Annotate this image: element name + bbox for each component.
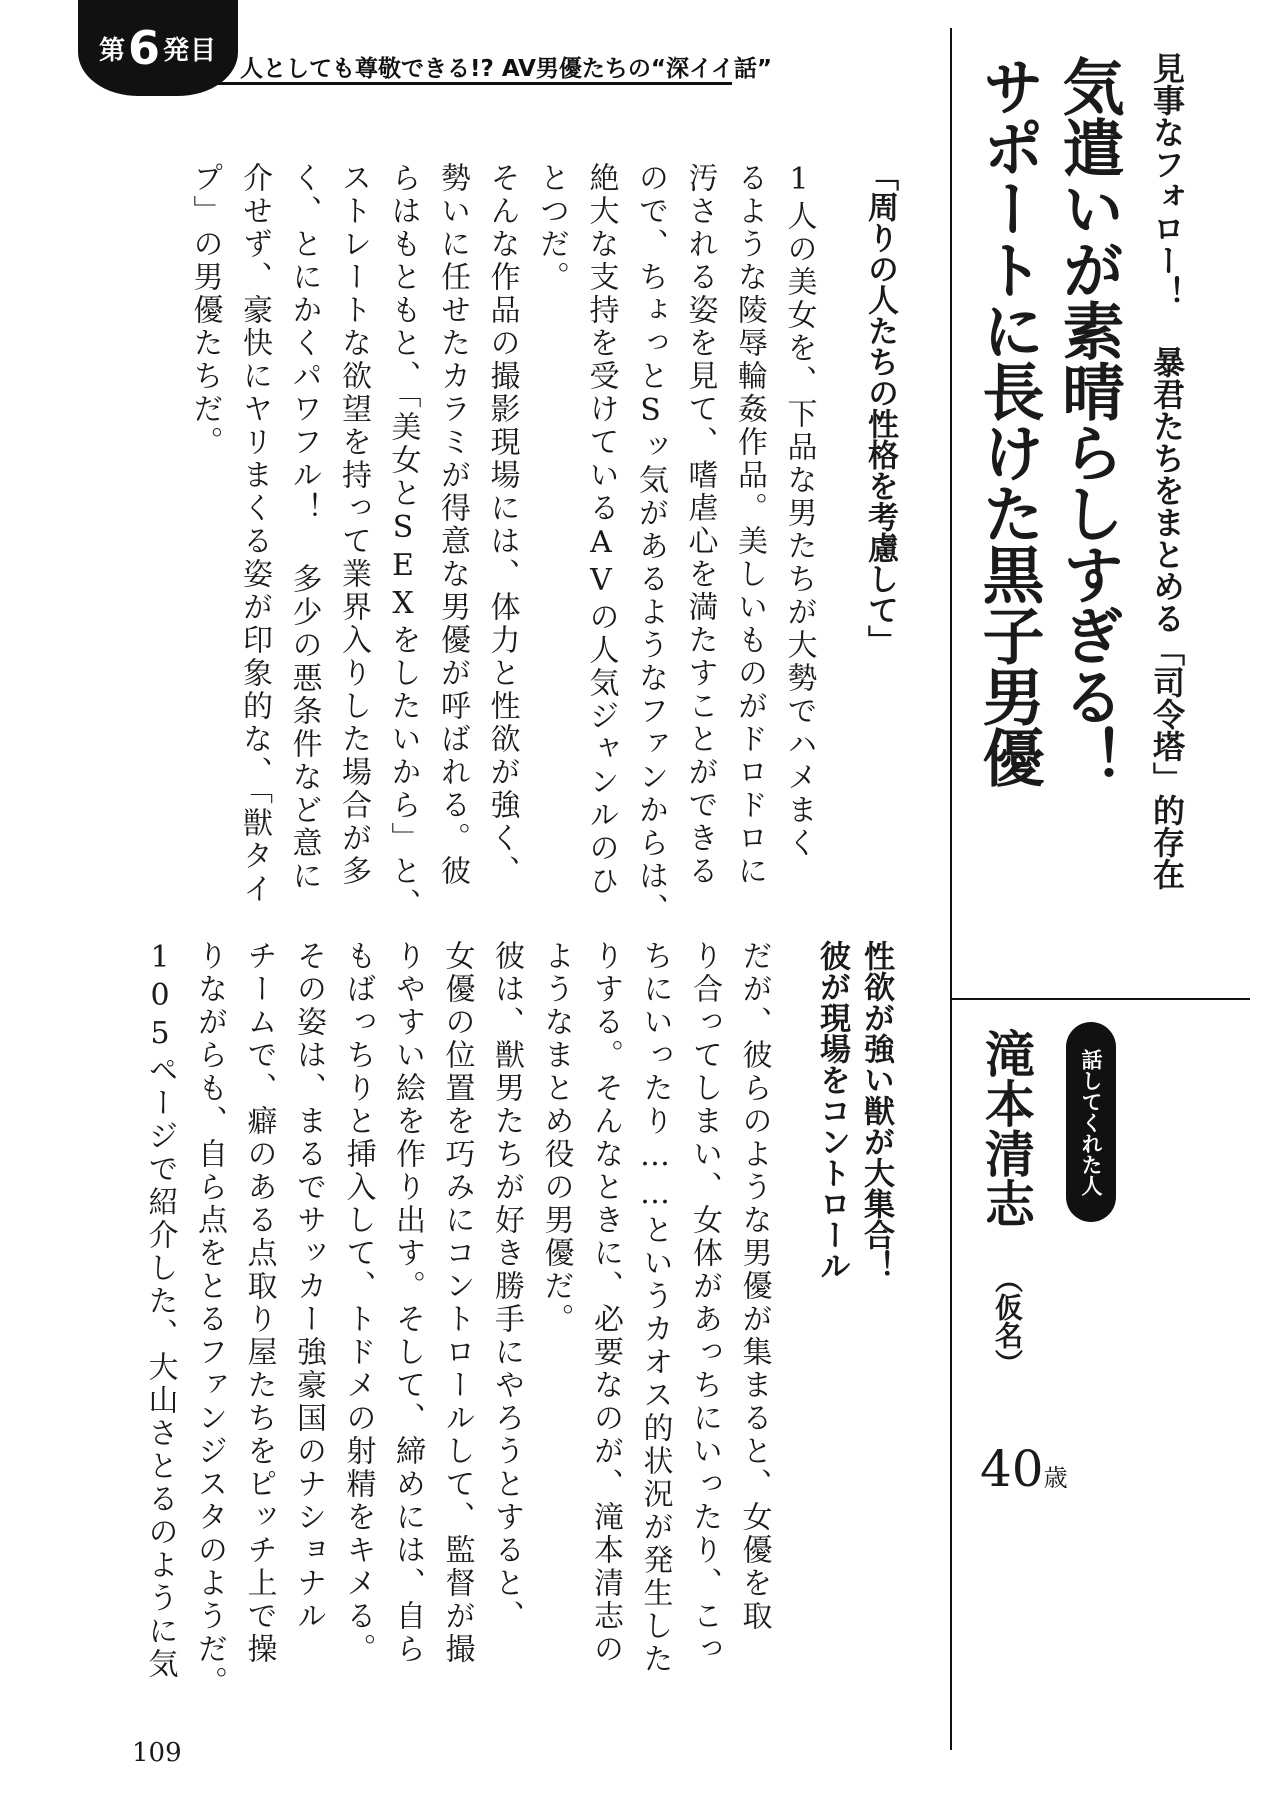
text-line: り合ってしまい、女体があっちにいったり、こっ — [687, 940, 722, 1666]
text-line: 介せず、豪快にヤリまくる姿が印象的な、「獣タイ — [237, 162, 272, 906]
text-line: 女優の位置を巧みにコントロールして、監督が撮 — [439, 940, 475, 1666]
text-line: りながらも、自ら点をとるファンジスタのようだ。 — [192, 940, 227, 1699]
speaker-label: 話してくれた人 — [1066, 1022, 1116, 1222]
section-heading — [810, 940, 898, 1281]
section-heading: 「周りの人たちの性格を考慮して」 — [862, 160, 898, 656]
text-line: 汚される姿を見て、嗜虐心を満たすことができる — [682, 162, 718, 888]
text-line: りする。そんなときに、必要なのが、滝本清志の — [588, 940, 623, 1666]
text-line: ので、ちょっとSッ気があるようなファンからは、 — [633, 162, 668, 926]
text-line: もばっちりと挿入して、トドメの射精をキメる。 — [340, 940, 376, 1666]
text-line: らはもともと、「美女とSEXをしたいから」と、 — [385, 162, 421, 921]
text-line: とつだ。 — [534, 162, 569, 294]
page-number: 109 — [132, 1738, 182, 1768]
text-line: るような陵辱輪姦作品。美しいものがドロドロに — [732, 162, 767, 888]
text-line: 絶大な支持を受けているAVの人気ジャンルのひ — [583, 162, 619, 898]
badge-suffix: 発目 — [163, 35, 218, 66]
chapter-subtitle: 人としても尊敬できる!? AV男優たちの“深イイ話” — [240, 56, 772, 82]
text-line: りやすい絵を作り出す。そして、締めには、自ら — [390, 940, 425, 1666]
text-line: チームで、癖のある点取り屋たちをピッチ上で操 — [241, 940, 277, 1666]
text-line: プ」の男優たちだ。 — [187, 162, 223, 459]
age-value: 40 — [980, 1440, 1044, 1498]
heading-line: 性欲が強い獣が大集合！ — [858, 940, 894, 1281]
badge-number: 6 — [127, 21, 161, 75]
text-line: 1人の美女を、下品な男たちが大勢でハメまく — [781, 162, 817, 860]
speaker-alias: （仮名） — [991, 1265, 1024, 1377]
title-line: サポートに長けた黒子男優 — [972, 55, 1045, 787]
speaker-age — [980, 1440, 1068, 1498]
text-line: 105ページで紹介した、大山さとるのように気 — [142, 940, 178, 1681]
body-text-top — [180, 162, 824, 926]
age-unit: 歳 — [1043, 1464, 1068, 1492]
text-line: ちにいったり……というカオス的状況が発生した — [637, 940, 673, 1676]
badge-prefix: 第 — [98, 35, 126, 66]
title-line: 気遣いが素晴らしすぎる！ — [1052, 55, 1125, 787]
article-title — [968, 55, 1128, 935]
text-line: 彼は、獣男たちが好き勝手にやろうとすると、 — [489, 940, 524, 1633]
text-line: そんな作品の撮影現場には、体力と性欲が強く、 — [484, 162, 520, 888]
article-kicker: 見事なフォロー！ 暴君たちをまとめる「司令塔」的存在 — [1148, 52, 1186, 890]
text-line: ようなまとめ役の男優だ。 — [538, 940, 574, 1336]
text-line: 勢いに任せたカラミが得意な男優が呼ばれる。彼 — [435, 162, 470, 888]
column-rule-bottom — [950, 1000, 952, 1750]
speaker-name: 滝本清志 — [977, 1028, 1035, 1228]
column-divider — [950, 998, 1250, 1000]
text-line: だが、彼らのような男優が集まると、女優を取 — [736, 940, 772, 1633]
text-line: ストレートな欲望を持って業界入りした場合が多 — [336, 162, 371, 888]
heading-line: 彼が現場をコントロール — [814, 940, 850, 1281]
body-text-bottom — [135, 940, 779, 1699]
header-underline — [210, 82, 732, 85]
text-line: く、とにかくパワフル！ 多少の悪条件など意に — [286, 162, 322, 893]
column-rule-top — [950, 28, 952, 998]
text-line: その姿は、まるでサッカー強豪国のナショナル — [291, 940, 326, 1633]
